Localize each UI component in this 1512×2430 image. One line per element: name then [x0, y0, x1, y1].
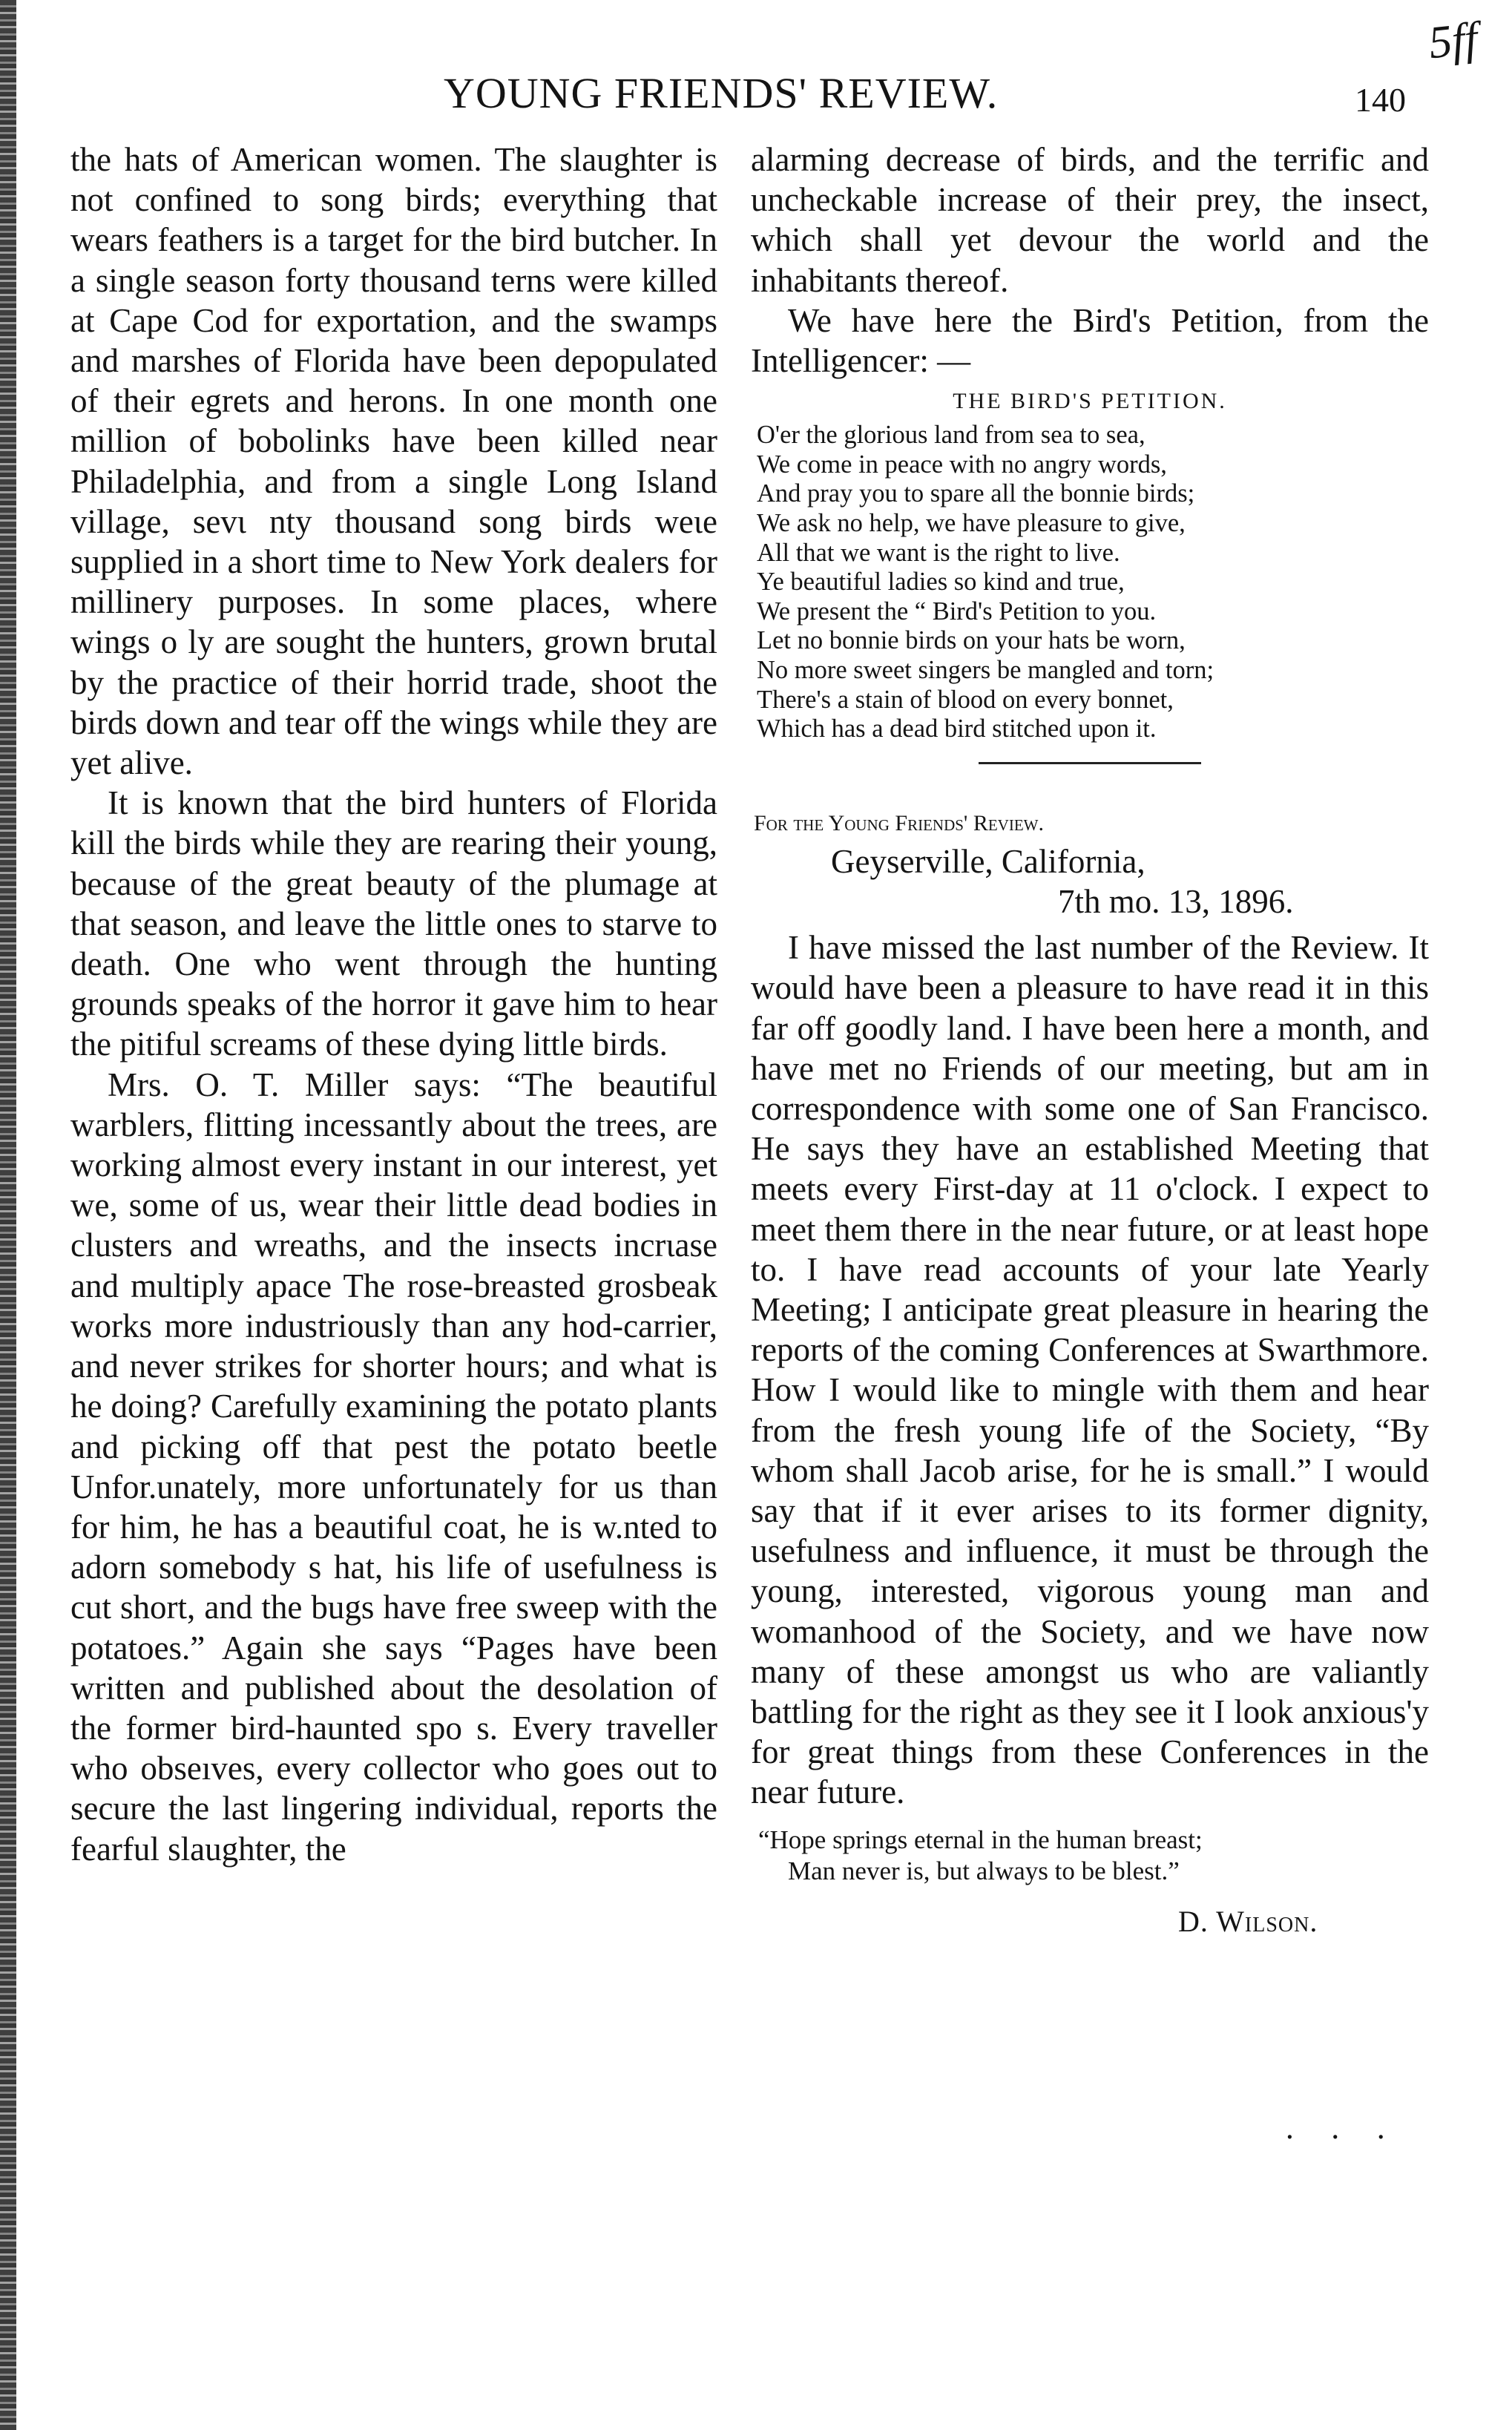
poem-title: THE BIRD'S PETITION.: [953, 389, 1227, 414]
poem-line: Ye beautiful ladies so kind and true,: [757, 568, 1125, 597]
for-the-review-line: For the Young Friends' Review.: [754, 810, 1044, 835]
left-paragraph-3: Mrs. O. T. Miller says: “The beautiful warblers, flitting incessantly about the trees, are working almost every instant in our interest, yet we, some of us, wear their little dead bodies in clusters and wreaths, and the insects incrιase and multiply apace The rose-breasted grosbeak works more industriously than any hod-carrier, and never strikes for shorter hours; and what is he doing? Carefully examining the potato plants and picking off that pest the potato beetle Unfor.unately, more unfortunately for us than for him, he has a beautiful coat, he is w.nted to adorn somebody s hat, his life of usefulness is cut short, and the bugs have free sweep with the potatoes.” Again she says “Pages have been written and published about the desolation of the former bird-haunted spo s. Every traveller who obseıves, every collector who goes out to secure the last lingering individual, reports the fearful slaughter, the: [70, 1065, 717, 1868]
closing-quote: [758, 1825, 1429, 1887]
journal-title: YOUNG FRIENDS' REVIEW.: [444, 69, 999, 117]
letter-place: Geyserville, California,: [831, 842, 1145, 880]
letter-body: I have missed the last number of the Review. It would have been a pleasure to have read it in this far off goodly land. I have been here a month, and have met no Friends of our meeting, but am in correspondence with some one of San Francisco. He says they have an established Meeting that meets every First-day at 11 o'clock. I expect to meet them there in the near future, or at least hope to. I have read accounts of your late Yearly Meeting; I anticipate great pleasure in hearing the reports of the coming Conferences at Swarthmore. How I would like to mingle with them and hear from the fresh young life of the Society, “By whom shall Jacob arise, for he is small.” I would say that if it ever arises to its former dignity, usefulness and influence, it must be through the young, interested, vigorous young man and womanhood of the Society, and we have now many of these amongst us who are valiantly battling for the right as they see it I look anxious'y for great things from these Conferences in the near future.: [751, 929, 1429, 1811]
poem-line: O'er the glorious land from sea to sea,: [757, 421, 1145, 450]
handwritten-corner-mark: 5ff: [1426, 13, 1480, 69]
right-column: [751, 139, 1429, 1942]
poem-line: There's a stain of blood on every bonnet,: [757, 685, 1174, 714]
poem-line: We ask no help, we have pleasure to give,: [757, 509, 1186, 537]
left-column: [70, 139, 717, 1869]
poem-line: All that we want is the right to live.: [757, 538, 1120, 567]
page-number: 140: [1355, 81, 1406, 119]
running-header: [0, 13, 1512, 128]
quote-line-2: Man never is, but always to be blest.”: [788, 1856, 1180, 1885]
poem-line: No more sweet singers be mangled and torn;: [757, 655, 1214, 684]
signature: D. Wilson.: [1178, 1904, 1318, 1938]
poem-line: We come in peace with no angry words,: [757, 450, 1167, 479]
section-divider: [979, 762, 1201, 764]
right-paragraph-2: We have here the Bird's Petition, from the Intelligencer: —: [751, 301, 1429, 380]
poem-line: And pray you to spare all the bonnie birds;: [757, 479, 1195, 508]
letter-date: 7th mo. 13, 1896.: [1058, 882, 1294, 920]
page-binding-edge: [0, 0, 16, 2430]
right-paragraph-1: alarming decrease of birds, and the terrific and uncheckable increase of their prey, the insect, which shall yet devour the world and the inhabitants thereof.: [751, 141, 1429, 299]
poem-line: Let no bonnie birds on your hats be worn,: [757, 626, 1186, 655]
poem-line: We present the “ Bird's Petition to you.: [757, 597, 1157, 625]
left-paragraph-1: the hats of American women. The slaughter is not confined to song birds; everything that wears feathers is a target for the bird butcher. In a single season forty thousand terns were killed at Cape Cod for exportation, and the swamps and marshes of Florida have been depopulated of their egrets and herons. In one month one million of bobolinks have been killed near Philadelphia, and from a single Long Island village, sevι nty thousand song birds weιe supplied in a short time to New York dealers for millinery purposes. In some places, where wings o ly are sought the hunters, grown brutal by the practice of their horrid trade, shoot the birds down and tear off the wings while they are yet alive.: [70, 141, 717, 782]
poem-line: Which has a dead bird stitched upon it.: [757, 715, 1157, 743]
quote-line-1: “Hope springs eternal in the human breast;: [758, 1825, 1203, 1854]
ellipsis-mark: . . .: [1285, 2112, 1399, 2146]
poem: [757, 421, 1429, 744]
left-paragraph-2: It is known that the bird hunters of Florida kill the birds while they are rearing their young, because of the great beauty of the plumage at that season, and leave the little ones to starve to death. One who went through the hunting grounds speaks of the horror it gave him to hear the pitiful screams of these dying little birds.: [70, 784, 717, 1063]
